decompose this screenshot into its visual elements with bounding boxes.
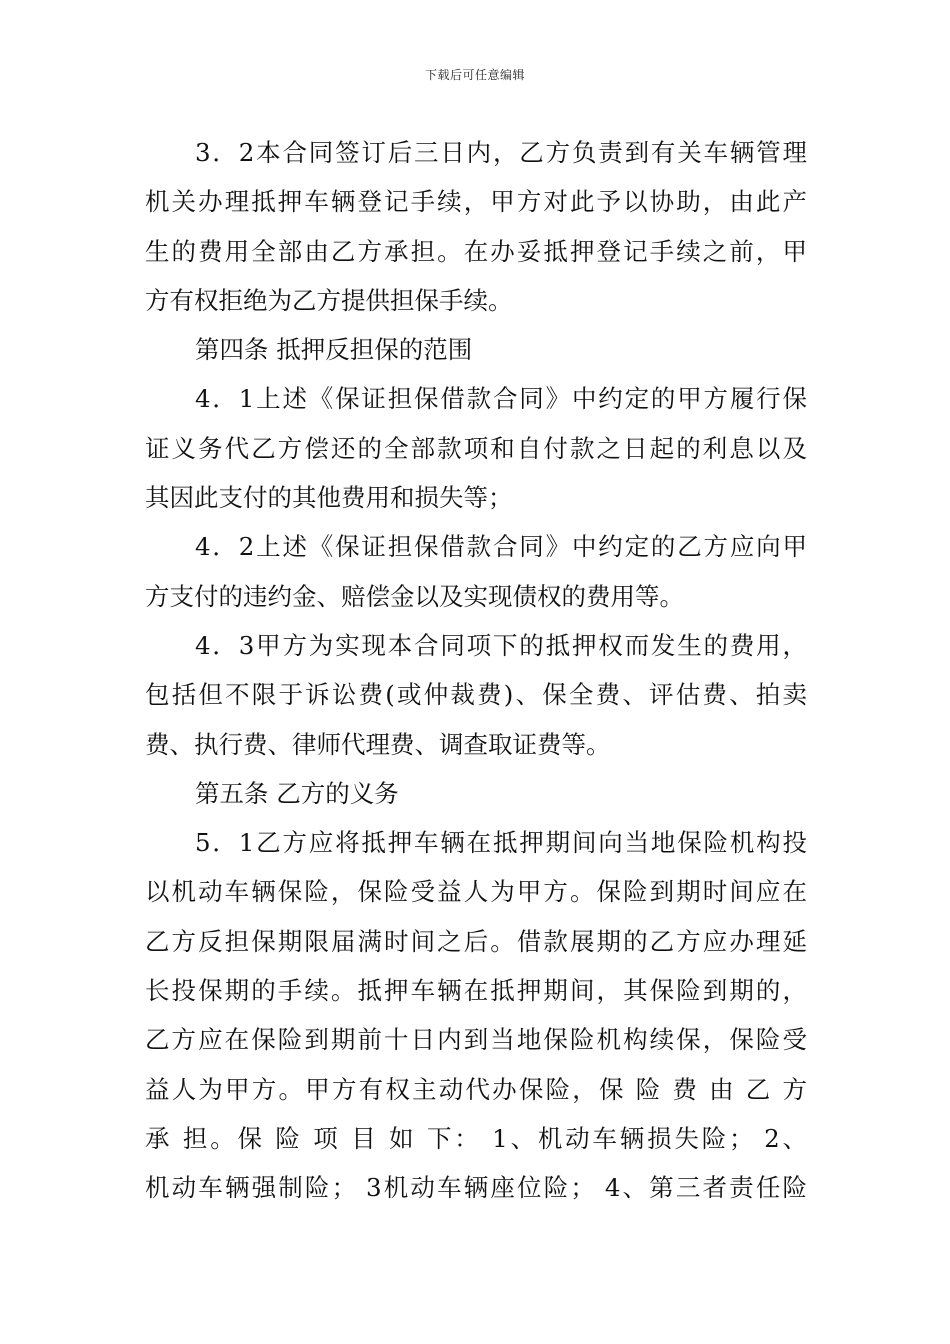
text-line: 生的费用全部由乙方承担。在办妥抵押登记手续之前，甲: [145, 236, 807, 266]
page-header: 下载后可任意编辑: [424, 68, 525, 82]
text-line: 包括但不限于诉讼费(或仲裁费)、保全费、评估费、拍卖: [145, 680, 807, 710]
text-line: 乙方应在保险到期前十日内到当地保险机构续保，保险受: [145, 1025, 807, 1055]
text-line: 4．3甲方为实现本合同项下的抵押权而发生的费用，: [195, 630, 807, 660]
text-line: 费、执行费、律师代理费、调查取证费等。: [145, 729, 611, 759]
text-line: 方支付的违约金、赔偿金以及实现债权的费用等。: [145, 581, 684, 611]
text-line: 长投保期的手续。抵押车辆在抵押期间，其保险到期的，: [145, 976, 807, 1006]
text-line: 乙方反担保期限届满时间之后。借款展期的乙方应办理延: [145, 926, 807, 956]
text-line: 4．2上述《保证担保借款合同》中约定的乙方应向甲: [195, 532, 807, 562]
text-line: 4．1上述《保证担保借款合同》中约定的甲方履行保: [195, 384, 807, 414]
section-heading: 第五条 乙方的义务: [195, 778, 399, 808]
text-line: 益人为甲方。甲方有权主动代办保险，保 险 费 由 乙 方: [145, 1074, 807, 1104]
text-line: 承 担。保 险 项 目 如 下： 1、机动车辆损失险； 2、: [145, 1123, 807, 1153]
text-line: 机关办理抵押车辆登记手续，甲方对此予以协助，由此产: [145, 187, 807, 217]
text-line: 3．2本合同签订后三日内，乙方负责到有关车辆管理: [195, 138, 807, 167]
text-line: 5．1乙方应将抵押车辆在抵押期间向当地保险机构投: [195, 828, 807, 858]
text-line: 证义务代乙方偿还的全部款项和自付款之日起的利息以及: [145, 433, 807, 463]
section-heading: 第四条 抵押反担保的范围: [195, 335, 473, 365]
text-line: 方有权拒绝为乙方提供担保手续。: [145, 285, 513, 315]
document-body: [145, 128, 807, 1213]
text-line: 机动车辆强制险； 3机动车辆座位险； 4、第三者责任险: [145, 1173, 807, 1203]
text-line: 以机动车辆保险，保险受益人为甲方。保险到期时间应在: [145, 877, 807, 907]
text-line: 其因此支付的其他费用和损失等；: [145, 483, 513, 513]
